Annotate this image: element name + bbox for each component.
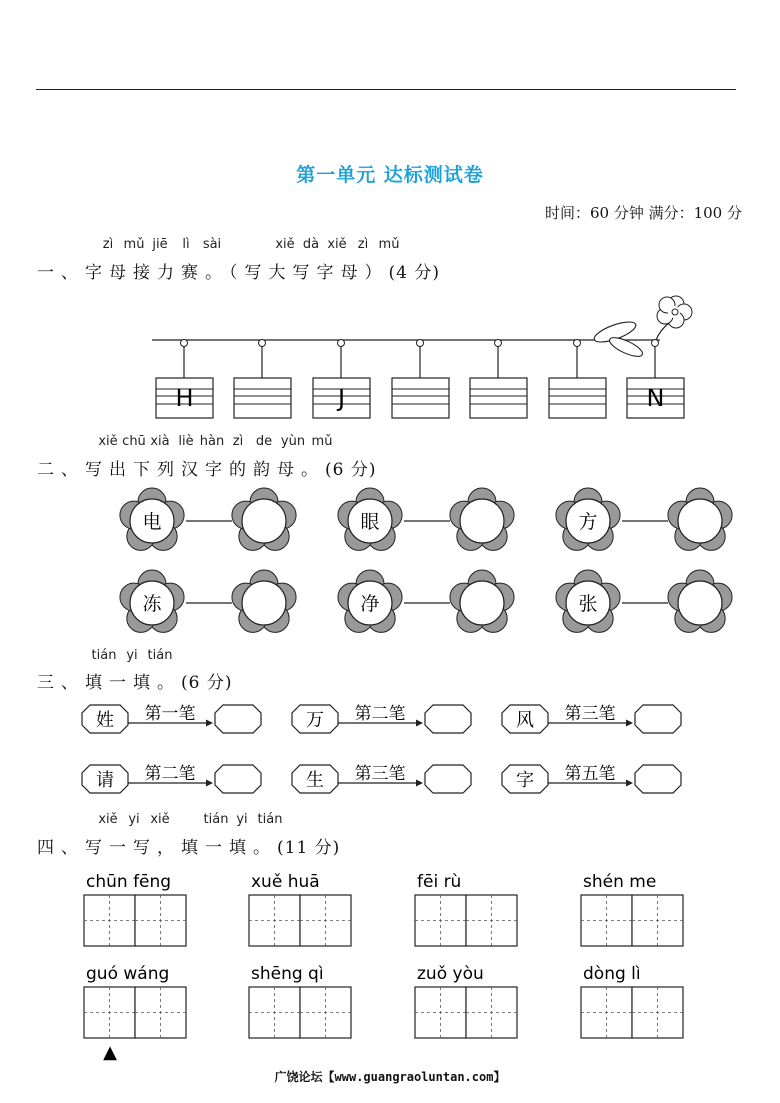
stroke-char: 请 [96,770,114,791]
grid-pinyin: chūn fēng [86,872,172,892]
pinyin-syllable: liè [178,434,194,449]
answer-flower[interactable] [668,570,732,632]
stroke-char: 姓 [96,710,114,731]
pinyin-syllable: tián [203,812,229,827]
pinyin-syllable: yùn [280,434,306,449]
stroke-item [292,764,471,793]
section-1-heading [37,258,440,283]
character-flower [120,488,184,550]
character-flower [338,488,402,550]
pinyin-syllable: tián [257,812,283,827]
answer-flower[interactable] [668,488,732,550]
answer-box[interactable] [215,765,261,793]
stroke-item [292,704,471,733]
word-grid[interactable] [84,964,186,1038]
flower-char: 净 [360,593,380,615]
stroke-label: 第二笔 [144,764,196,784]
character-flower [556,488,620,550]
pinyin-syllable: tián [147,648,173,663]
answer-flower[interactable] [232,488,296,550]
flower-char: 方 [578,511,598,533]
grid-pinyin: xuě huā [251,872,320,892]
letter-card[interactable] [549,340,606,419]
pinyin-syllable: yi [128,812,140,827]
character-flower [120,570,184,632]
answer-box[interactable] [425,705,471,733]
word-grid[interactable] [581,872,683,946]
grid-pinyin: zuǒ yòu [417,964,484,984]
answer-flower[interactable] [450,570,514,632]
letter-card[interactable] [234,340,291,419]
footer: 广饶论坛【www.guangraoluntan.com】 [274,1070,506,1084]
section-2-heading [37,455,376,480]
stroke-char: 字 [516,770,534,791]
stroke-label: 第三笔 [354,764,406,784]
pinyin-syllable: sài [202,237,222,252]
word-grid[interactable] [249,872,351,946]
letter-card[interactable] [313,340,370,419]
heading-text: 四、写一写，填一填。 [37,838,277,858]
pinyin-syllable: xiě [150,812,170,827]
points: (6 分) [181,673,233,693]
page-title: 第一单元 达标测试卷 [296,164,484,186]
heading-text: 一、字母接力赛。（写大写字母） [37,263,389,283]
stroke-label: 第一笔 [144,704,196,724]
pinyin-syllable: mǔ [378,237,400,252]
letter-text: N [646,384,665,412]
stroke-label: 第三笔 [564,704,616,724]
pinyin-syllable: hàn [199,434,225,449]
letter-relay [140,290,700,425]
word-grid[interactable] [415,964,517,1038]
answer-flower[interactable] [450,488,514,550]
grid-pinyin: guó wáng [86,964,170,984]
stroke-item [82,704,261,733]
flower-pairs [110,485,750,645]
stroke-char: 万 [306,710,324,731]
word-grid[interactable] [581,964,683,1038]
answer-box[interactable] [635,765,681,793]
stroke-exercises [75,695,715,810]
answer-box[interactable] [215,705,261,733]
word-grid[interactable] [84,872,186,946]
character-flower [556,570,620,632]
stroke-char: 风 [516,710,534,731]
pinyin-syllable: yi [236,812,248,827]
pinyin-syllable: xiě [98,812,118,827]
pinyin-syllable: lì [182,237,190,252]
grid-pinyin: shén me [583,872,657,892]
flower-char: 电 [142,511,162,533]
points: (4 分) [388,263,440,283]
pinyin-syllable: xiě [275,237,295,252]
flower-char: 眼 [360,511,380,533]
letter-text: J [337,384,346,412]
pinyin-syllable: xià [150,434,170,449]
pinyin-syllable: xiě [98,434,118,449]
pinyin-syllable: zì [232,434,244,449]
stroke-char: 生 [306,770,324,791]
letter-card[interactable] [156,340,213,419]
heading-text: 三、填一填。 [37,673,181,693]
pinyin-syllable: zì [357,237,369,252]
pinyin-syllable: mǔ [123,237,145,252]
pinyin-syllable: mǔ [311,434,333,449]
character-flower [338,570,402,632]
section-4-heading [37,833,340,858]
points: (11 分) [277,838,341,858]
section-3-heading [37,668,232,693]
points: (6 分) [325,460,377,480]
letter-card[interactable] [470,340,527,419]
pinyin-syllable: chū [122,434,146,449]
grid-pinyin: fēi rù [417,872,462,892]
top-rule [36,89,736,90]
pinyin-syllable: xiě [327,237,347,252]
word-grid[interactable] [249,964,351,1038]
flower-char: 张 [578,593,598,615]
letter-text: H [175,384,194,412]
pinyin-syllable: yi [126,648,138,663]
stroke-label: 第五笔 [564,764,616,784]
pinyin-syllable: zì [102,237,114,252]
marker-triangle: ▲ [103,1042,117,1063]
pinyin-syllable: tián [91,648,117,663]
word-grid[interactable] [415,872,517,946]
flower-char: 冻 [142,593,162,615]
stroke-label: 第二笔 [354,704,406,724]
answer-flower[interactable] [232,570,296,632]
answer-box[interactable] [635,705,681,733]
pinyin-syllable: jiē [152,237,168,252]
pinyin-syllable: dà [302,237,320,252]
grid-pinyin: dòng lì [583,964,641,984]
stroke-item [502,704,681,733]
stroke-item [502,764,681,793]
writing-grids [70,865,710,1065]
time-info: 时间：60 分钟 满分：100 分 [544,204,742,222]
answer-box[interactable] [425,765,471,793]
stroke-item [82,764,261,793]
letter-card[interactable] [392,340,449,419]
heading-text: 二、写出下列汉字的韵母。 [37,460,325,480]
grid-pinyin: shēng qì [251,964,324,984]
pinyin-syllable: de [255,434,273,449]
flower-icon [657,296,692,328]
